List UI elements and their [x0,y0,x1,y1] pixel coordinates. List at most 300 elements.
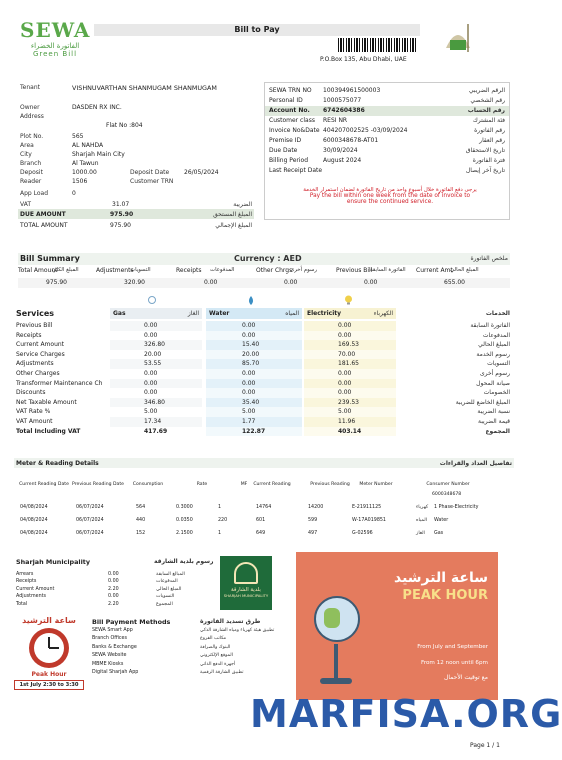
summary-header: Adjustments [96,267,134,274]
meter-title-ar: تفاصيل العداد والقراءات [439,460,512,467]
service-water: 15.40 [206,340,302,350]
summary-title-band [18,253,510,265]
service-label: Adjustments [16,360,54,368]
deposit-value: 1000.00 [72,169,97,176]
payment-item-ar: تطبيق الشارقة الرقمية [200,670,244,675]
municipality-row [16,587,212,594]
meter-row [14,504,514,514]
payment-block [90,616,288,686]
meter-cell: 0.3000 [176,505,193,510]
owner-label: Owner [20,104,40,111]
service-water: 85.70 [206,359,302,369]
services-block [14,296,514,456]
summary-values [18,278,510,288]
service-gas: 326.80 [110,340,202,350]
service-gas: 0.00 [110,331,202,341]
municipality-ar: التسويات [156,594,175,600]
summary-value: 0.00 [364,279,378,286]
app-load-value: 0 [72,190,76,197]
logo-sub: Green Bill [32,50,78,58]
service-gas: 0.00 [110,379,202,389]
gas-icon [148,296,156,304]
municipality-value: 0.00 [108,594,119,600]
due-label: DUE AMOUNT [20,211,66,218]
account-row [265,126,509,136]
service-label: Service Charges [16,350,65,358]
service-label: Current Amount [16,341,65,349]
ad-line1: From July and September [417,644,488,650]
services-title-ar: الخدمات [485,310,510,317]
municipality-ar: المجموع [156,601,173,607]
service-elec: 0.00 [304,379,396,389]
summary-header-ar: رسوم أخرى [290,267,317,273]
payment-item [92,628,288,636]
service-water: 1.77 [206,417,302,427]
service-label: Net Taxable Amount [16,398,77,406]
service-elec: 181.65 [304,359,396,369]
account-row-value: 1000575077 [323,97,362,104]
service-water: 5.00 [206,407,302,417]
meter-cell: 0.0350 [176,518,193,523]
meter-cell: 440 [136,518,146,523]
meter-cell: 06/07/2024 [76,505,104,510]
payment-item-en: SEWA Smart App [92,628,133,633]
summary-header: Receipts [176,267,202,274]
address-label: Address [20,113,44,120]
service-row [14,369,514,379]
meter-cell: 1 [218,505,222,510]
service-ar: التسويات [487,360,510,368]
vat-label: VAT [20,201,32,208]
summary-header-ar: المبلغ الحالي [450,267,479,273]
service-water: 20.00 [206,350,302,360]
tenant-value: VISHNUVARTHAN SHANMUGAM SHANMUGAM [72,84,217,92]
payment-item-en: MBME Kiosks [92,661,124,667]
deposit-date-value: 26/05/2024 [184,169,219,176]
vat-row [18,200,254,209]
service-label: Discounts [16,389,46,397]
municipality-ar: المدفوعات [156,579,178,585]
meter-row [14,530,514,540]
account-row-label: Invoice No&Date [269,127,320,134]
owner-value: DASDEN RX INC. [72,104,122,111]
service-ar: نسبة الضريبة [477,408,510,416]
service-elec: 169.53 [304,340,396,350]
service-ar: الفاتورة السابقة [470,322,510,329]
summary-header-ar: المدفوعات [210,267,235,273]
service-ar: المجموع [485,427,510,435]
summary-value: 320.90 [124,279,145,286]
meter-cell: G-02596 [352,531,373,536]
service-water: 0.00 [206,369,302,379]
total-row [18,220,254,230]
summary-header: Other Chrgs [256,267,293,274]
meter-header: Consumer Number [426,482,470,487]
due-row [18,209,254,219]
service-gas: 346.80 [110,398,202,408]
municipality-row [16,579,212,586]
app-load-label: App Load [20,190,49,197]
service-ar: رسوم الخدمة [476,350,510,358]
summary-currency: Currency : AED [234,254,302,263]
globe-icon [314,596,360,642]
meter-cell: 06/07/2024 [76,518,104,523]
emblem-icon [438,18,478,58]
service-elec: 0.00 [304,388,396,398]
payment-item-ar: البنوك والصرافة [200,644,231,650]
account-row-value: August 2024 [323,157,362,164]
branch-label: Branch [20,160,42,167]
service-ar: الخصومات [483,389,510,397]
meter-cell: 497 [308,531,318,536]
meter-title-band [14,458,514,468]
consumer-number: 6000348678 [432,492,462,497]
customer-block [18,82,254,240]
summary-header-ar: المبلغ الكلي [52,267,79,273]
meter-cell: 14200 [308,505,324,510]
seal-icon [234,562,258,584]
meter-cell: 04/08/2024 [20,518,48,523]
service-gas: 5.00 [110,407,202,417]
peak-title-ar: ساعة الترشيد [22,616,76,625]
flat-value: Flat No :804 [106,122,143,129]
service-row [14,427,514,437]
branch-value: Al Tawun [72,160,99,167]
meter-cell: 14764 [256,505,272,510]
municipality-ar: المبلغ الحالي [156,586,182,592]
account-row-ar: رقم الحساب [467,107,505,114]
summary-header: Current Amt [416,267,453,274]
account-row-value: 100394961500003 [323,87,381,94]
account-row-value: 404207002525 -03/09/2024 [323,127,408,134]
summary-value: 0.00 [284,279,298,286]
service-water: 0.00 [206,379,302,389]
ad-line2: From 12 noon until 6pm [421,660,488,666]
address: P.O.Box 135, Abu Dhabi, UAE [320,56,407,63]
meter-header: Previous Reading [310,482,350,487]
account-row-ar: رقم العقار [479,137,505,144]
meter-cell: 601 [256,518,266,523]
service-elec: 70.00 [304,350,396,360]
meter-cell: 04/08/2024 [20,505,48,510]
service-row [14,331,514,341]
municipality-block [14,556,220,616]
meter-header: Meter Number [359,482,393,487]
account-block [264,82,510,220]
service-row [14,417,514,427]
reader-label: Reader [20,178,42,185]
meter-headers [14,482,514,498]
municipality-title-ar: رسوم بلدية الشارقة [154,558,214,565]
account-row-label: Customer class [269,117,315,124]
services-header [14,308,514,319]
meter-type: Gas [434,531,444,536]
account-row-label: Personal ID [269,97,303,104]
service-elec: 5.00 [304,407,396,417]
peak-block [14,616,84,692]
account-row-ar: تاريخ الاستحقاق [465,147,505,154]
meter-header: Previous Reading Date [72,482,124,487]
ad-headline-en: PEAK HOUR [402,588,488,603]
account-row-label: Last Receipt Date [269,167,323,174]
customer-trn-label: Customer TRN [130,178,174,185]
meter-cell: W-17A019851 [352,518,386,523]
municipality-row [16,572,212,579]
service-elec: 0.00 [304,331,396,341]
notice [295,187,485,205]
meter-type-ar: كهرباء [416,505,429,510]
account-row [265,106,509,116]
elec-header: Electricity الكهرباء [304,308,396,319]
account-row [265,146,509,156]
payment-item [92,670,288,678]
municipality-row [16,602,212,609]
peak-time: 1st July 2:30 to 3:30 [14,680,84,690]
service-row [14,388,514,398]
account-row [265,166,509,176]
account-row-ar: رقم الشخصي [470,97,505,104]
payment-item-ar: الموقع الإلكتروني [200,653,233,659]
peak-label: Peak Hour [31,671,67,678]
meter-header: Consumption [132,482,164,487]
payment-item-ar: تطبيق هيئة كهرباء ومياه الشارقة الذكي [200,628,275,633]
account-row-ar: رقم الفاتورة [474,127,505,134]
meter-header: Current Reading Date [19,482,69,487]
account-row-ar: فئة المشترك [472,117,505,124]
payment-title: Bill Payment Methods [92,618,171,626]
service-elec: 239.53 [304,398,396,408]
meter-header: Rate [196,482,208,487]
meter-title: Meter & Reading Details [16,460,99,467]
logo-arabic: الفاتورة الخضراء [30,42,80,50]
logo-text: SEWA [20,18,91,42]
vat-ar: الضريبة [233,201,252,208]
account-row [265,86,509,96]
service-row [14,350,514,360]
service-elec: 0.00 [304,321,396,331]
meter-cell: 599 [308,518,318,523]
municipality-label: Current Amount [16,586,55,592]
service-water: 122.87 [206,427,302,437]
service-water: 0.00 [206,321,302,331]
service-gas: 0.00 [110,321,202,331]
water-drop-icon [247,296,255,305]
stand-icon [334,644,338,678]
payment-item [92,653,288,661]
reader-value: 1506 [72,178,88,185]
total-value: 975.90 [110,222,131,229]
meter-cell: 220 [218,518,228,523]
meter-cell: 1 [218,531,222,536]
service-gas: 0.00 [110,369,202,379]
due-ar: المبلغ المستحق [213,211,252,218]
payment-item-en: SEWA Website [92,653,127,659]
due-value: 975.90 [110,211,134,218]
service-ar: المبلغ الحالي [478,341,510,349]
service-label: Total Including VAT [16,427,81,435]
service-row [14,321,514,331]
meter-block [14,458,514,544]
service-row [14,340,514,350]
service-label: Previous Bill [16,322,53,329]
summary-value: 0.00 [204,279,218,286]
service-ar: رسوم أخرى [479,370,510,377]
service-gas: 0.00 [110,388,202,398]
account-row [265,96,509,106]
municipality-ar: المبالغ السابقة [156,572,185,577]
account-row-ar: تاريخ آخر إيصال [465,167,505,174]
summary-headers [18,266,510,276]
summary-header: Total Amount [18,267,58,274]
bill-title: Bill to Pay [234,25,280,34]
service-row [14,359,514,369]
service-row [14,379,514,389]
base-icon [320,678,352,684]
deposit-date-label: Deposit Date [130,169,170,176]
meter-cell: 06/07/2024 [76,531,104,536]
account-row-value: 6000348678-AT01 [323,137,379,144]
municipality-label: Receipts [16,579,37,585]
summary-header: Previous Bill [336,267,373,274]
meter-header: Current Reading [253,482,291,487]
water-header: Water المياه [206,308,302,319]
service-ar: صيانة المحول [476,379,510,387]
gas-header: Gas الغاز [110,308,202,319]
payment-item-en: Digital Sharjah App [92,670,139,675]
area-label: Area [20,142,34,149]
meter-cell: E-21911125 [352,505,382,510]
watermark: MARFISA.ORG [250,692,562,736]
service-gas: 20.00 [110,350,202,360]
summary-header-ar: التسويات [130,267,151,273]
meter-type: 1 Phase-Electricity [434,505,479,510]
bill-summary [18,253,510,291]
payment-item-ar: مكاتب الفروع [200,636,227,642]
deposit-label: Deposit [20,169,43,176]
ad-body-ar: مع توقيت الأحمال [443,674,488,681]
payment-item-en: Branch Offices [92,636,127,642]
account-row-value: RESI NR [323,117,348,124]
municipality-label: Total [16,601,28,607]
total-ar: المبلغ الإجمالي [215,222,252,229]
municipality-value: 2.20 [108,601,119,607]
payment-title-ar: طرق تسديد الفاتورة [200,618,261,625]
account-row [265,156,509,166]
meter-row [14,517,514,527]
account-row [265,116,509,126]
payment-item [92,645,288,653]
summary-header-ar: الفاتورة السابقة [370,267,406,273]
ad-headline-ar: ساعة الترشيد [393,570,488,586]
service-water: 0.00 [206,331,302,341]
meter-cell: 564 [136,505,146,510]
service-ar: المبلغ الخاضع للضريبة [455,398,510,406]
municipality-row [16,594,212,601]
account-row-label: SEWA TRN NO [269,87,312,94]
service-gas: 53.55 [110,359,202,369]
payment-item-en: Banks & Exchange [92,644,137,650]
plot-label: Plot No. [20,133,44,140]
municipality-label: Adjustments [16,594,47,600]
services-title: Services [16,309,55,318]
service-ar: المدفوعات [482,331,510,339]
municipality-seal [220,556,272,610]
payment-item [92,662,288,670]
service-gas: 17.34 [110,417,202,427]
account-row-label: Account No. [269,107,310,114]
city-value: Sharjah Main City [72,151,125,158]
summary-title: Bill Summary [20,254,80,263]
service-label: Receipts [16,331,42,339]
city-label: City [20,151,32,158]
account-row-ar: الرقم الضريبي [468,87,505,94]
account-row [265,136,509,146]
service-gas: 417.69 [110,427,202,437]
barcode [338,38,418,52]
service-label: VAT Rate % [16,408,51,416]
meter-cell: 152 [136,531,146,536]
area-value: AL NAHDA [72,142,104,149]
header [0,0,528,80]
meter-header: MF [240,482,248,487]
summary-value: 655.00 [444,279,465,286]
seal-text: بلدية الشارقة [231,587,261,593]
service-label: VAT Amount [16,418,53,425]
service-water: 0.00 [206,388,302,398]
vat-value: 31.07 [112,201,130,208]
total-label: TOTAL AMOUNT [20,222,68,229]
summary-title-ar: ملخص الفاتورة [470,255,508,262]
account-row-label: Due Date [269,147,298,154]
payment-item [92,636,288,644]
notice-ar: يرجى دفع الفاتورة خلال أسبوع واحد من تاريخ الفاتورة لضمان استمرار الخدمة [303,187,477,193]
summary-value: 975.90 [46,279,67,286]
municipality-title: Sharjah Municipality [16,558,91,566]
account-row-value: 30/09/2024 [323,147,358,154]
plot-value: 565 [72,133,84,140]
service-label: Other Charges [16,370,60,377]
service-label: Transformer Maintenance Ch [16,379,103,387]
peak-hour-ad [296,552,498,700]
service-row [14,407,514,417]
account-row-label: Premise ID [269,137,302,144]
payment-item-ar: أجهزة الدفع الذاتي [200,661,236,667]
municipality-value: 2.20 [108,586,119,592]
service-elec: 0.00 [304,369,396,379]
notice-en-3: ensure the continued service. [346,199,434,205]
tenant-label: Tenant [20,84,40,91]
bill-to-pay-band [94,24,420,36]
meter-cell: 04/08/2024 [20,531,48,536]
municipality-label: Arrears [16,572,34,577]
meter-type-ar: المياه [416,518,427,523]
page-number: Page 1 / 1 [470,742,500,749]
account-row-label: Billing Period [269,157,309,164]
seal-en: SHARJAH MUNICIPALITY [223,593,269,598]
service-water: 35.40 [206,398,302,408]
service-ar: قيمة الضريبة [478,418,510,425]
service-row [14,398,514,408]
account-row-ar: فترة الفاتورة [472,157,505,164]
meter-cell: 649 [256,531,266,536]
meter-cell: 2.1500 [176,531,193,536]
municipality-value: 0.00 [108,579,119,585]
service-elec: 403.14 [304,427,396,437]
sewa-logo [20,18,90,68]
municipality-value: 0.00 [108,572,119,577]
clock-icon [29,628,69,668]
service-elec: 11.96 [304,417,396,427]
